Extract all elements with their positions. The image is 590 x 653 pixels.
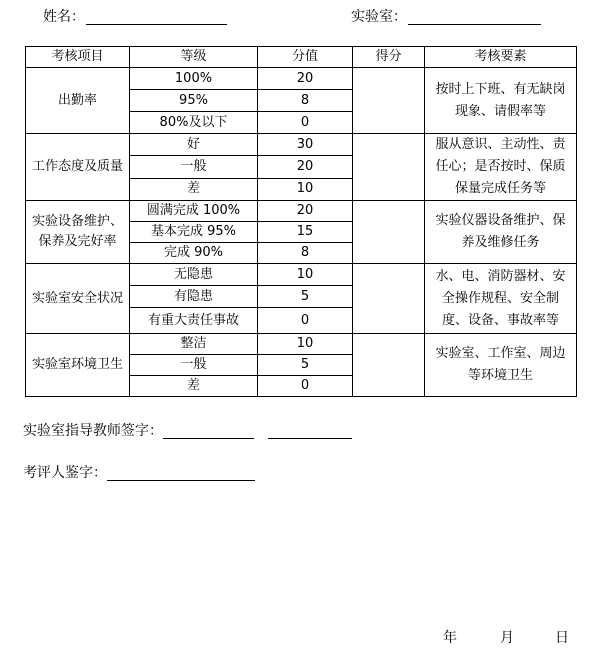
score-cell: 20 xyxy=(258,201,353,222)
column-header-item: 考核项目 xyxy=(26,47,130,68)
level-cell: 完成 90% xyxy=(130,243,258,264)
score-cell: 10 xyxy=(258,264,353,286)
obtained-score-cell[interactable] xyxy=(353,68,425,134)
level-cell: 差 xyxy=(130,178,258,200)
score-cell: 0 xyxy=(258,308,353,334)
item-label: 出勤率 xyxy=(57,92,97,108)
date-month-label: 月 xyxy=(500,630,514,646)
level-cell: 一般 xyxy=(130,156,258,178)
level-cell: 无隐患 xyxy=(130,264,258,286)
obtained-score-cell[interactable] xyxy=(353,334,425,397)
requirement-cell xyxy=(425,201,577,264)
column-header-requirement: 考核要素 xyxy=(425,47,577,68)
item-cell xyxy=(26,201,130,264)
table-row xyxy=(26,68,577,90)
requirement-cell xyxy=(425,264,577,334)
score-cell: 0 xyxy=(258,112,353,134)
level-cell: 圆满完成 100% xyxy=(130,201,258,222)
teacher-sign-label: 实验室指导教师签字： xyxy=(23,423,163,439)
evaluation-table xyxy=(25,46,577,397)
requirement-text: 实验仪器设备维护、保养及维修任务 xyxy=(435,213,566,250)
name-blank[interactable] xyxy=(86,24,227,25)
obtained-score-cell[interactable] xyxy=(353,134,425,201)
requirement-cell xyxy=(425,134,577,201)
score-cell: 10 xyxy=(258,178,353,200)
item-cell xyxy=(26,68,130,134)
score-cell: 20 xyxy=(258,68,353,90)
requirement-cell xyxy=(425,334,577,397)
teacher-sign-blank-1[interactable] xyxy=(163,438,254,439)
column-header-level: 等级 xyxy=(130,47,258,68)
item-cell xyxy=(26,334,130,397)
requirement-text: 服从意识、主动性、责任心；是否按时、保质保量完成任务等 xyxy=(435,137,566,196)
date-year-label: 年 xyxy=(443,630,457,646)
assessor-sign-blank[interactable] xyxy=(107,480,255,481)
level-cell: 有重大责任事故 xyxy=(130,308,258,334)
score-cell: 15 xyxy=(258,222,353,243)
assessor-sign-label: 考评人鉴字： xyxy=(23,465,107,481)
requirement-text: 实验室、工作室、周边等环境卫生 xyxy=(435,346,566,383)
name-label: 姓名： xyxy=(43,9,85,25)
item-label: 实验室安全状况 xyxy=(31,290,123,306)
level-cell: 基本完成 95% xyxy=(130,222,258,243)
obtained-score-cell[interactable] xyxy=(353,201,425,264)
item-label: 实验设备维护、保养及完好率 xyxy=(31,214,123,249)
score-cell: 10 xyxy=(258,334,353,355)
score-cell: 0 xyxy=(258,376,353,397)
score-cell: 8 xyxy=(258,90,353,112)
table-row xyxy=(26,264,577,286)
score-cell: 8 xyxy=(258,243,353,264)
requirement-cell xyxy=(425,68,577,134)
lab-label: 实验室： xyxy=(351,9,407,25)
table-row xyxy=(26,134,577,156)
level-cell: 一般 xyxy=(130,355,258,376)
table-row xyxy=(26,201,577,222)
score-cell: 5 xyxy=(258,355,353,376)
level-cell: 95% xyxy=(130,90,258,112)
item-cell xyxy=(26,134,130,201)
level-cell: 整洁 xyxy=(130,334,258,355)
level-cell: 80%及以下 xyxy=(130,112,258,134)
requirement-text: 水、电、消防器材、安全操作规程、安全制度、设备、事故率等 xyxy=(435,268,566,328)
teacher-sign-blank-2[interactable] xyxy=(268,438,352,439)
item-cell xyxy=(26,264,130,334)
score-cell: 20 xyxy=(258,156,353,178)
requirement-text: 按时上下班、有无缺岗现象、请假率等 xyxy=(435,81,566,119)
obtained-score-cell[interactable] xyxy=(353,264,425,334)
column-header-score: 分值 xyxy=(258,47,353,68)
level-cell: 有隐患 xyxy=(130,286,258,308)
date-day-label: 日 xyxy=(555,630,569,646)
item-label: 实验室环境卫生 xyxy=(31,357,123,372)
level-cell: 差 xyxy=(130,376,258,397)
lab-blank[interactable] xyxy=(408,24,541,25)
score-cell: 5 xyxy=(258,286,353,308)
table-header-row xyxy=(26,47,577,68)
column-header-obtained: 得分 xyxy=(353,47,425,68)
level-cell: 好 xyxy=(130,134,258,156)
level-cell: 100% xyxy=(130,68,258,90)
score-cell: 30 xyxy=(258,134,353,156)
item-label: 工作态度及质量 xyxy=(31,159,123,174)
table-row xyxy=(26,334,577,355)
